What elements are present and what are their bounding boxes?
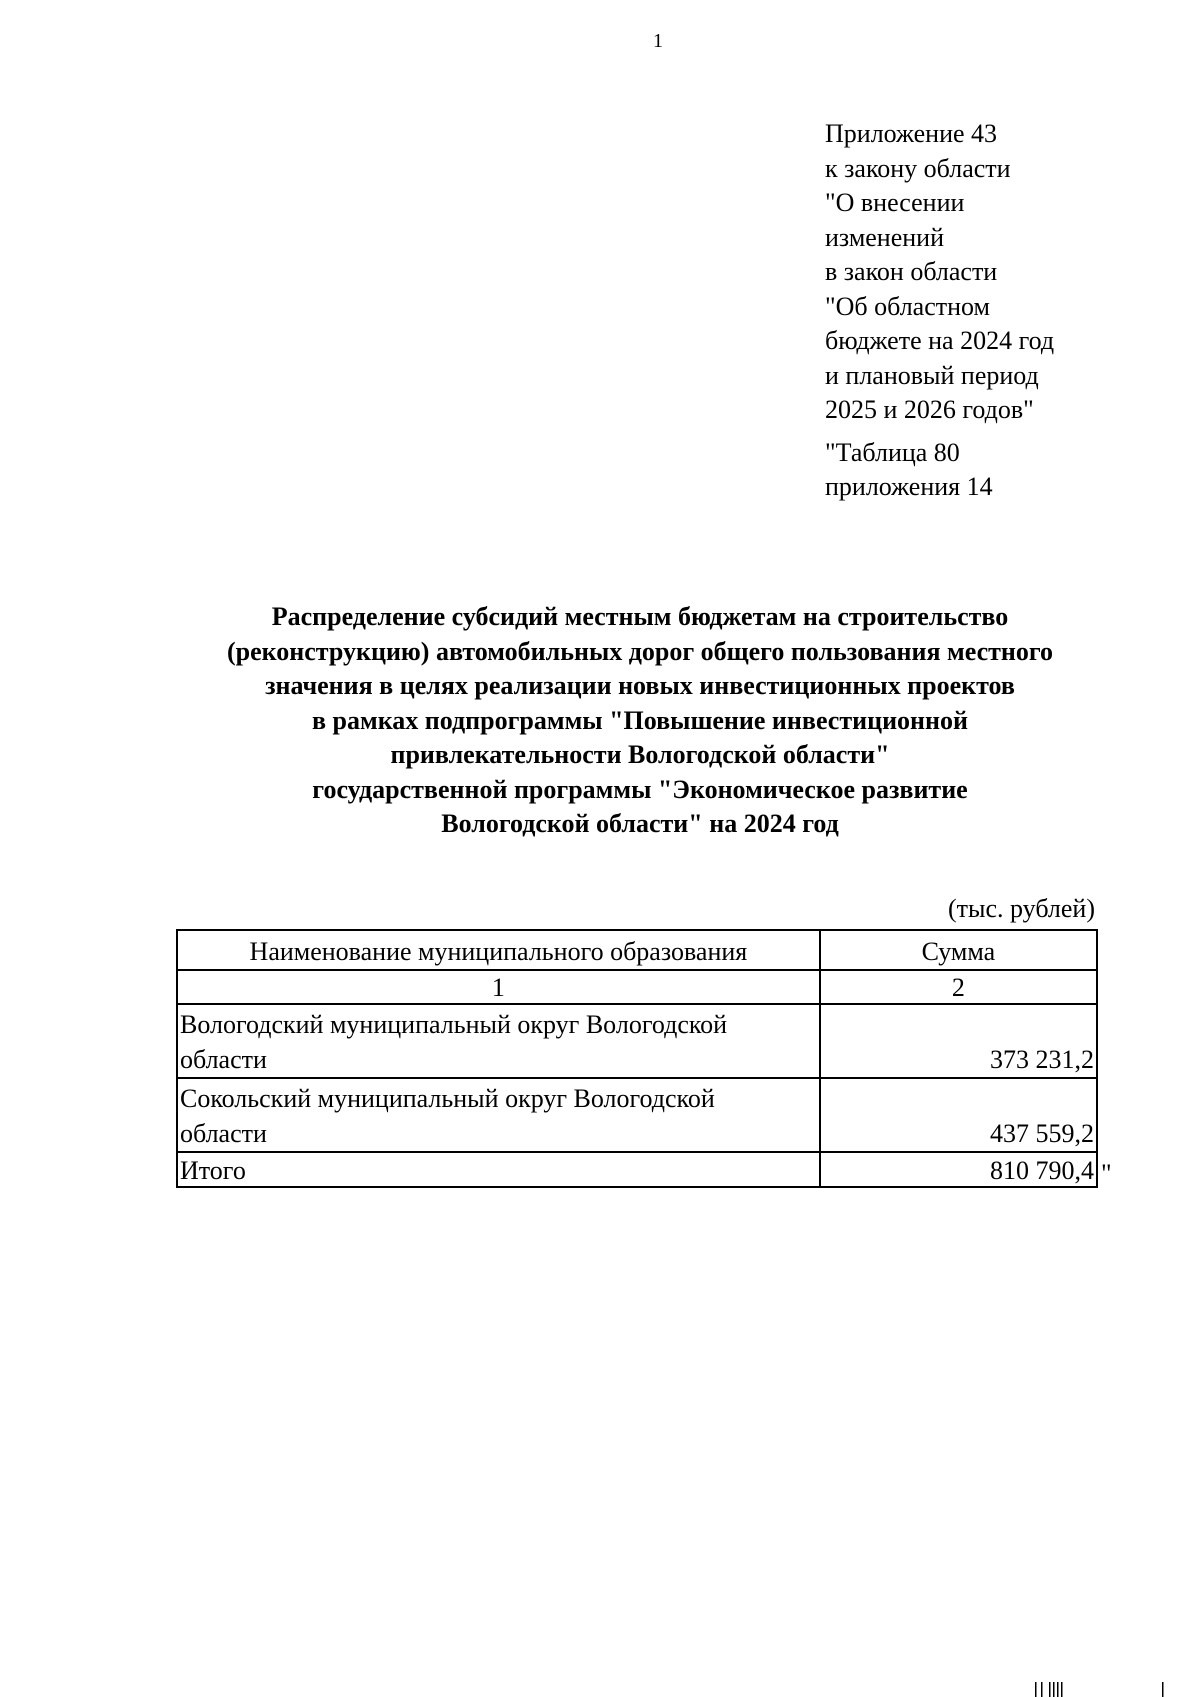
title-line: привлекательности Вологодской области" [390, 740, 890, 769]
total-sum: 810 790,4 [820, 1152, 1097, 1187]
name-line: области [180, 1045, 267, 1074]
title-line: в рамках подпрограммы "Повышение инвестиционной [311, 705, 968, 735]
appendix-line: в закон области [825, 257, 998, 286]
column-number: 1 [177, 970, 820, 1004]
title-line: значения в целях реализации новых инвестиционных проектов [265, 671, 1015, 700]
appendix-line: к закону области [825, 153, 1011, 183]
title-line: государственной программы "Экономическое развитие [312, 774, 968, 804]
table-header-row [177, 930, 1097, 970]
municipality-name [177, 1078, 820, 1152]
appendix-line: и плановый период [825, 360, 1039, 390]
name-line: области [180, 1119, 267, 1148]
total-label: Итого [177, 1152, 820, 1187]
appendix-line: "Об областном [825, 291, 990, 321]
total-row [177, 1152, 1097, 1187]
document-title [150, 600, 1130, 842]
column-number: 2 [820, 970, 1097, 1004]
name-line: Сокольский муниципальный округ Вологодской [180, 1084, 715, 1113]
subsidy-table [176, 929, 1098, 1188]
title-line: Вологодской области" на 2024 год [441, 809, 839, 838]
title-line: Распределение субсидий местным бюджетам на строительство [271, 602, 1009, 631]
column-number-row [177, 970, 1097, 1004]
closing-quote: " [1101, 1159, 1112, 1188]
header-sum: Сумма [820, 930, 1097, 970]
page-number: 1 [653, 30, 663, 52]
subsidy-sum: 373 231,2 [820, 1004, 1097, 1078]
appendix-line: "О внесении [825, 188, 965, 217]
units-label: (тыс. рублей) [947, 894, 1095, 923]
subsidy-sum: 437 559,2 [820, 1078, 1097, 1152]
table-ref-line: "Таблица 80 [825, 437, 960, 467]
appendix-line: изменений [825, 222, 945, 252]
table-row [177, 1078, 1097, 1152]
appendix-block [825, 117, 1165, 505]
title-line: (реконструкцию) автомобильных дорог общего пользования местного [226, 636, 1054, 666]
name-line: Вологодский муниципальный округ Вологодской [180, 1010, 728, 1039]
header-name: Наименование муниципального образования [177, 930, 820, 970]
barcode-mark [1035, 1680, 1165, 1697]
appendix-line: Приложение 43 [825, 119, 998, 148]
table-ref-line: приложения 14 [825, 472, 993, 501]
appendix-line: бюджете на 2024 год [825, 326, 1055, 355]
municipality-name [177, 1004, 820, 1078]
appendix-line: 2025 и 2026 годов" [825, 395, 1034, 424]
table-row [177, 1004, 1097, 1078]
